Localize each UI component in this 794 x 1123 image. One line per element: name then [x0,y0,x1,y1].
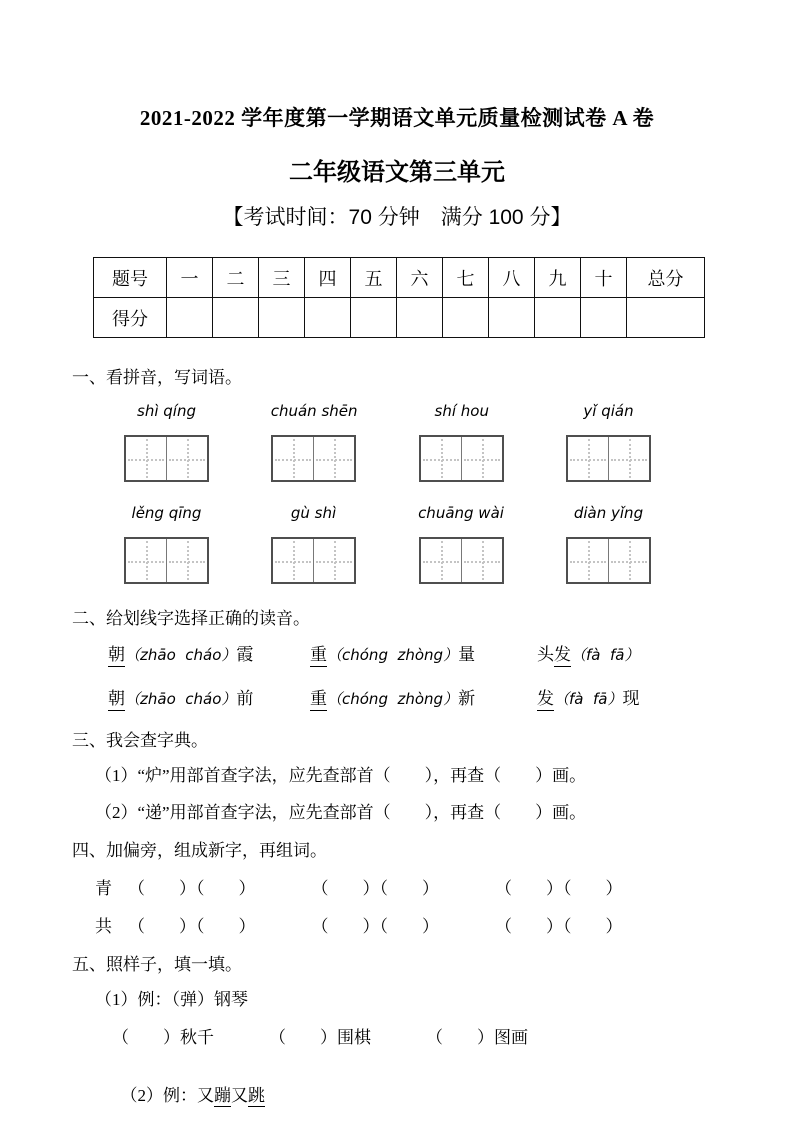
pinyin-options: （chóng zhòng） [327,646,459,664]
blank-pair: （ ）（ ） [311,917,439,936]
context-char: 量 [458,645,476,664]
grid-cell [313,539,354,582]
score-table-col-total: 总分 [627,258,705,298]
score-table-col-1: 一 [167,258,213,298]
score-cell [167,298,213,338]
blank-pair: （ ）（ ） [311,879,439,898]
score-table-col-10: 十 [581,258,627,298]
fill-blank-item: （ ）围棋 [269,1028,371,1047]
writing-grid [419,537,504,584]
section-3 [0,726,794,823]
section-2 [0,604,794,711]
section-4-header: 四、加偏旁，组成新字，再组词。 [72,841,327,860]
pinyin-label: lěng qīng [131,504,202,522]
pinyin-label: yǐ qián [583,402,634,420]
example-prefix: （2）例： [120,1086,197,1105]
score-cell [213,298,259,338]
grid-cell [461,437,502,480]
section-3-header: 三、我会查字典。 [72,731,208,750]
writing-grid [566,435,651,482]
radical-row-gong [95,912,794,937]
pinyin-label: chuāng wài [418,504,504,522]
underlined-char: 蹦 [214,1086,231,1105]
pinyin-options: （zhāo cháo） [125,646,237,664]
grid-cell [313,437,354,480]
page-title: 2021-2022 学年度第一学期语文单元质量检测试卷 A 卷 [139,106,655,130]
pronunciation-item [108,640,310,667]
writing-grid [124,537,209,584]
underlined-char: 发 [554,640,571,667]
pinyin-options: （chóng zhòng） [327,690,459,708]
section-5 [0,950,794,1123]
grid-cell [273,539,313,582]
blank-pair: （ ）（ ） [128,879,256,898]
context-char: 现 [622,689,640,708]
writing-grid-row-1 [124,435,651,482]
pronunciation-item [537,684,639,711]
grid-cell [166,437,207,480]
writing-grid [124,435,209,482]
blank-pair: （ ）（ ） [495,879,623,898]
pinyin-options: （fà fā） [571,646,640,664]
section-2-header: 二、给划线字选择正确的读音。 [72,609,310,628]
grid-cell [608,437,649,480]
underlined-char: 重 [310,684,327,711]
score-table-col-8: 八 [489,258,535,298]
pinyin-label: shì qíng [137,402,196,420]
exam-time-info: 【考试时间：70 分钟 满分 100 分】 [222,206,572,229]
grid-cell [273,437,313,480]
dictionary-question: （2）“递”用部首查字法，应先查部首（ ），再查（ ）画。 [95,803,587,822]
blank-pair: （ ）（ ） [128,917,256,936]
example-word-part: 又 [197,1086,214,1105]
underlined-char: 重 [310,640,327,667]
grid-cell [568,437,608,480]
score-table-col-7: 七 [443,258,489,298]
example-line: （1）例：（弹）钢琴 [95,990,248,1009]
score-table-col-5: 五 [351,258,397,298]
score-cell [305,298,351,338]
pinyin-row-2 [124,504,651,522]
writing-grid [566,537,651,584]
score-row-label: 得分 [94,298,167,338]
blank-pair: （ ）（ ） [495,917,623,936]
pronunciation-row-2 [108,684,794,711]
score-cell [443,298,489,338]
score-table-col-3: 三 [259,258,305,298]
writing-grid [271,537,356,584]
example-line-2 [95,1061,794,1123]
example-word-part: 又 [231,1086,248,1105]
grid-cell [166,539,207,582]
score-table-col-9: 九 [535,258,581,298]
score-cell [489,298,535,338]
fill-blank-item: （ ）图画 [426,1028,528,1047]
pronunciation-item [310,684,537,711]
score-table-col-6: 六 [397,258,443,298]
score-table-col-2: 二 [213,258,259,298]
underlined-char: 朝 [108,640,125,667]
pronunciation-item [537,640,639,667]
grid-cell [421,539,461,582]
score-table-score-row [94,298,705,338]
context-char: 新 [458,689,476,708]
base-char: 共 [95,917,112,936]
pinyin-label: shí hou [434,402,489,420]
score-table [93,257,705,338]
section-1-header: 一、看拼音，写词语。 [72,368,242,387]
fill-blank-row [112,1023,794,1048]
context-char: 霞 [236,645,254,664]
radical-row-qing [95,874,794,899]
underlined-char: 朝 [108,684,125,711]
grid-cell [568,539,608,582]
pronunciation-item [108,684,310,711]
writing-grid [419,435,504,482]
grid-cell [608,539,649,582]
pronunciation-row-1 [108,640,794,667]
score-cell [351,298,397,338]
dictionary-question: （1）“炉”用部首查字法，应先查部首（ ），再查（ ）画。 [95,766,587,785]
pinyin-label: diàn yǐng [573,504,644,522]
pronunciation-item [310,640,537,667]
pinyin-row-1 [124,402,651,420]
context-char: 前 [236,689,254,708]
pinyin-label: gù shì [290,504,337,522]
score-table-header-row [94,258,705,298]
grid-cell [126,437,166,480]
grid-cell [421,437,461,480]
fill-blank-item: （ ）秋千 [112,1028,214,1047]
grid-cell [126,539,166,582]
section-4 [0,836,794,937]
writing-grid-row-2 [124,537,651,584]
score-cell [535,298,581,338]
grid-cell [461,539,502,582]
base-char: 青 [95,879,112,898]
page-subtitle: 二年级语文第三单元 [289,160,505,186]
context-char: 头 [537,645,554,664]
pinyin-label: chuán shēn [270,402,358,420]
score-cell [581,298,627,338]
section-1 [0,363,794,584]
score-table-corner-cell: 题号 [94,258,167,298]
writing-grid [271,435,356,482]
underlined-char: 跳 [248,1086,265,1105]
score-cell [627,298,705,338]
section-5-header: 五、照样子，填一填。 [72,955,242,974]
pinyin-options: （zhāo cháo） [125,690,237,708]
underlined-char: 发 [537,684,554,711]
score-cell [397,298,443,338]
score-cell [259,298,305,338]
pinyin-options: （fà fā） [554,690,623,708]
score-table-col-4: 四 [305,258,351,298]
